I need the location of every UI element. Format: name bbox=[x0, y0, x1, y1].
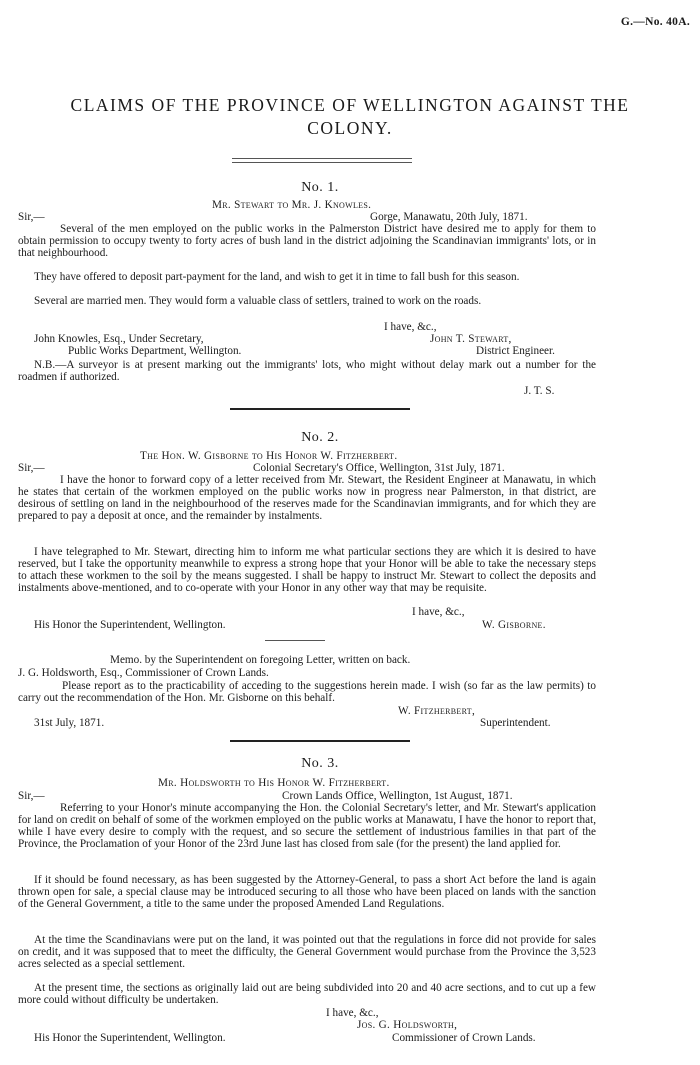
letter-2-closing: I have, &c., bbox=[412, 606, 465, 618]
letter-1-number: No. 1. bbox=[301, 180, 339, 195]
letter-3-paragraph: If it should be found necessary, as has been suggested by the Attorney-General, to pass a short Act before the land is again thrown open for sale, a special clause may be introduced securing to all those who have been placed on lands with the sanction of the General Government, a title to the same under the proposed Amended Land Regulations. bbox=[18, 874, 596, 910]
letter-1-addressee: Public Works Department, Wellington. bbox=[68, 345, 242, 357]
letter-2-paragraph: I have telegraphed to Mr. Stewart, directing him to inform me what particular sections they are which it is desired to have reserved, but I take the opportunity meanwhile to express a strong hope that your Honor will be able to take the necessary steps to attach these workmen to the soil by the means suggested. I shall be happy to instruct Mr. Stewart to collect the deposits and instalments above-mentioned, and to co-operate with your Honor in any other way that may be requisite. bbox=[18, 546, 596, 594]
letter-1-paragraph: Several of the men employed on the public works in the Palmerston District have desired me to apply for them to obtain permission to occupy twenty to forty acres of bush land in the district adjoining the Scandinavian immigrants' lots, or in that neighbourhood. bbox=[18, 223, 596, 259]
letter-2-heading: The Hon. W. Gisborne to His Honor W. Fitzherbert. bbox=[140, 450, 398, 462]
letter-2-signer: W. Gisborne. bbox=[482, 619, 546, 631]
letter-3-paragraph: At the time the Scandinavians were put on the land, it was pointed out that the regulations in force did not provide for sales on credit, and it was supposed that to meet the difficulty, the General Government would purchase from the Province the 3,523 acres selected as a special settlement. bbox=[18, 934, 596, 970]
letter-3-heading: Mr. Holdsworth to His Honor W. Fitzherbert. bbox=[158, 777, 390, 789]
letter-3-salutation: Sir,— bbox=[18, 790, 45, 802]
memo-recipient: J. G. Holdsworth, Esq., Commissioner of Crown Lands. bbox=[18, 667, 269, 679]
letter-3-paragraph: At the present time, the sections as originally laid out are being subdivided into 20 and 40 acre sections, and to cut up a few more could without difficulty be undertaken. bbox=[18, 982, 596, 1006]
letter-2-addressee: His Honor the Superintendent, Wellington. bbox=[34, 619, 226, 631]
letter-1-signer: John T. Stewart, bbox=[430, 333, 512, 345]
memo-date: 31st July, 1871. bbox=[34, 717, 105, 729]
letter-1-place-date: Gorge, Manawatu, 20th July, 1871. bbox=[370, 211, 528, 223]
letter-1-salutation: Sir,— bbox=[18, 211, 45, 223]
letter-3-place-date: Crown Lands Office, Wellington, 1st August, 1871. bbox=[282, 790, 513, 802]
memo-signer: W. Fitzherbert, bbox=[398, 705, 476, 717]
letter-1-postscript: N.B.—A surveyor is at present marking out the immigrants' lots, who might without delay mark out a number for the roadmen if authorized. bbox=[18, 359, 596, 383]
letter-1-paragraph: They have offered to deposit part-payment for the land, and wish to get it in time to fall bush for this season. bbox=[34, 271, 520, 283]
letter-1-addressee: John Knowles, Esq., Under Secretary, bbox=[34, 333, 204, 345]
letter-3-closing: I have, &c., bbox=[326, 1007, 379, 1019]
letter-3-signer: Jos. G. Holdsworth, bbox=[357, 1019, 458, 1031]
section-divider bbox=[230, 408, 410, 410]
title-line-2: COLONY. bbox=[307, 118, 393, 138]
letter-1-paragraph: Several are married men. They would form a valuable class of settlers, trained to work on the roads. bbox=[34, 295, 482, 307]
memo-signer-title: Superintendent. bbox=[480, 717, 551, 729]
letter-1-closing: I have, &c., bbox=[384, 321, 437, 333]
document-reference: G.—No. 40A. bbox=[620, 16, 690, 28]
letter-3-paragraph: Referring to your Honor's minute accompanying the Hon. the Colonial Secretary's letter, and Mr. Stewart's application for land on credit on behalf of some of the workmen employed on the public works at Manawatu, I have the honor to report that, while I have every desire to comply with the request, and so secure the settlement of industrious families in that part of the Province, the Proclamation of your Honor of the 23rd June last has closed from sale (for the present) the land applied for. bbox=[18, 802, 596, 850]
section-divider bbox=[230, 740, 410, 742]
letter-3-addressee: His Honor the Superintendent, Wellington. bbox=[34, 1032, 226, 1044]
section-divider bbox=[265, 640, 325, 641]
letter-1-signer-title: District Engineer. bbox=[476, 345, 555, 357]
letter-2-number: No. 2. bbox=[301, 430, 339, 445]
letter-3-signer-title: Commissioner of Crown Lands. bbox=[392, 1032, 536, 1044]
letter-2-place-date: Colonial Secretary's Office, Wellington, 31st July, 1871. bbox=[253, 462, 505, 474]
title-divider bbox=[232, 158, 412, 163]
letter-2-paragraph: I have the honor to forward copy of a letter received from Mr. Stewart, the Resident Engineer at Manawatu, in which he states that certain of the workmen employed on the public works now in progress near Palmerston, in that district, are desirous of settling on land in the neighbourhood of the reserves made for the Scandinavian immigrants, and for which they are prepared to pay a deposit at once, and the remainder by instalments. bbox=[18, 474, 596, 522]
letter-1-heading: Mr. Stewart to Mr. J. Knowles. bbox=[212, 199, 372, 211]
title-line-1: CLAIMS OF THE PROVINCE OF WELLINGTON AGAINST THE bbox=[70, 95, 630, 115]
letter-3-number: No. 3. bbox=[301, 756, 339, 771]
memo-body: Please report as to the practicability of acceding to the suggestions herein made. I wish (so far as the law permits) to carry out the recommendation of the Hon. Mr. Gisborne on this behalf. bbox=[18, 680, 596, 704]
document-title bbox=[0, 94, 700, 140]
letter-2-salutation: Sir,— bbox=[18, 462, 45, 474]
memo-heading: Memo. by the Superintendent on foregoing Letter, written on back. bbox=[110, 654, 411, 666]
letter-1-initials: J. T. S. bbox=[524, 385, 555, 397]
